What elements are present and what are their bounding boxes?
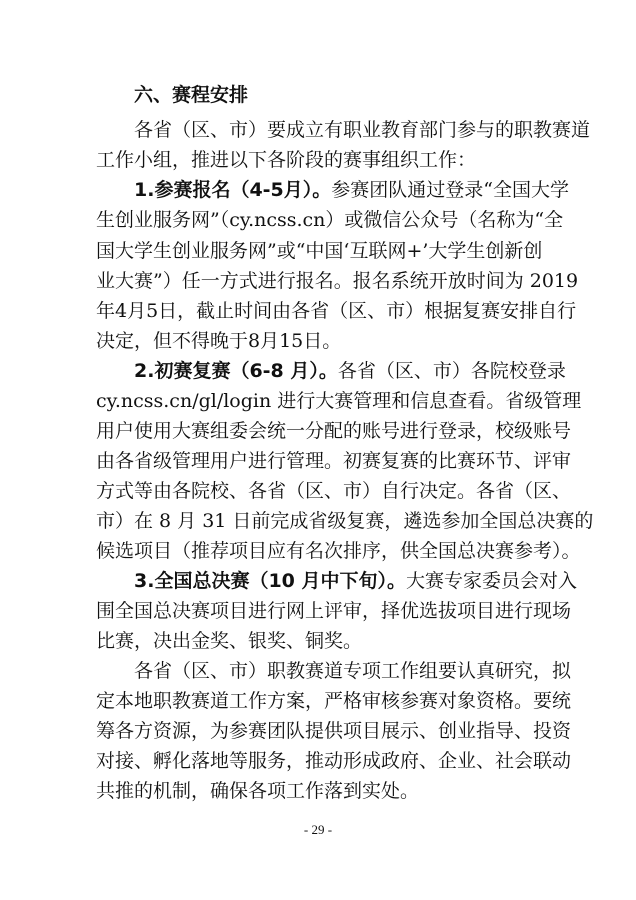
stage1-line-3: 国大学生创业服务网”或“中国‘互联网+’大学生创新创: [96, 240, 543, 262]
intro-line-1: 各省（区、市）要成立有职业教育部门参与的职教赛道: [134, 119, 591, 141]
closing-line-3: 筹各方资源，为参赛团队提供项目展示、创业指导、投资: [96, 720, 572, 742]
stage2-line-1-text: 各省（区、市）各院校登录: [337, 360, 566, 382]
stage3-line-1: [134, 568, 578, 594]
stage2-line-2: cy.ncss.cn/gl/login 进行大赛管理和信息查看。省级管理: [96, 390, 582, 412]
stage1-line-6: 决定，但不得晚于8月15日。: [96, 330, 342, 352]
stage2-line-4: 由各省级管理用户进行管理。初赛复赛的比赛环节、评审: [96, 450, 572, 472]
closing-line-4: 对接、孵化落地等服务，推动形成政府、企业、社会联动: [96, 750, 572, 772]
stage3-line-2: 围全国总决赛项目进行网上评审，择优选拔项目进行现场: [96, 600, 572, 622]
section-heading: 六、赛程安排: [134, 84, 249, 106]
stage1-line-4: 业大赛”）任一方式进行报名。报名系统开放时间为 2019: [96, 270, 579, 292]
stage2-line-6: 市）在 8 月 31 日前完成省级复赛，遴选参加全国总决赛的: [96, 510, 594, 532]
closing-line-1: 各省（区、市）职教赛道专项工作组要认真研究，拟: [134, 660, 572, 682]
page-number: - 29 -: [303, 822, 333, 837]
stage1-line-1: [134, 177, 569, 203]
stage1-line-5: 年4月5日，截止时间由各省（区、市）根据复赛安排自行: [96, 300, 577, 322]
stage2-line-7: 候选项目（推荐项目应有名次排序，供全国总决赛参考）。: [96, 540, 581, 562]
closing-line-2: 定本地职教赛道工作方案，严格审核参赛对象资格。要统: [96, 690, 572, 712]
stage2-line-5: 方式等由各院校、各省（区、市）自行决定。各省（区、: [96, 480, 572, 502]
stage1-title: 1.参赛报名（4-5月）。: [134, 179, 332, 201]
stage3-line-1-text: 大赛专家委员会对入: [406, 570, 578, 592]
intro-line-2: 工作小组，推进以下各阶段的赛事组织工作：: [96, 149, 477, 171]
stage2-title: 2.初赛复赛（6-8 月）。: [134, 360, 338, 382]
stage1-line-1-text: 参赛团队通过登录“全国大学: [331, 179, 569, 201]
stage2-line-3: 用户使用大赛组委会统一分配的账号进行登录，校级账号: [96, 420, 572, 442]
stage3-line-3: 比赛，决出金奖、银奖、铜奖。: [96, 630, 363, 652]
stage3-title: 3.全国总决赛（10 月中下旬）。: [134, 570, 406, 592]
stage1-line-2: 生创业服务网”（cy.ncss.cn）或微信公众号（名称为“全: [96, 209, 564, 231]
stage2-line-1: [134, 358, 566, 384]
closing-line-5: 共推的机制，确保各项工作落到实处。: [96, 780, 420, 802]
